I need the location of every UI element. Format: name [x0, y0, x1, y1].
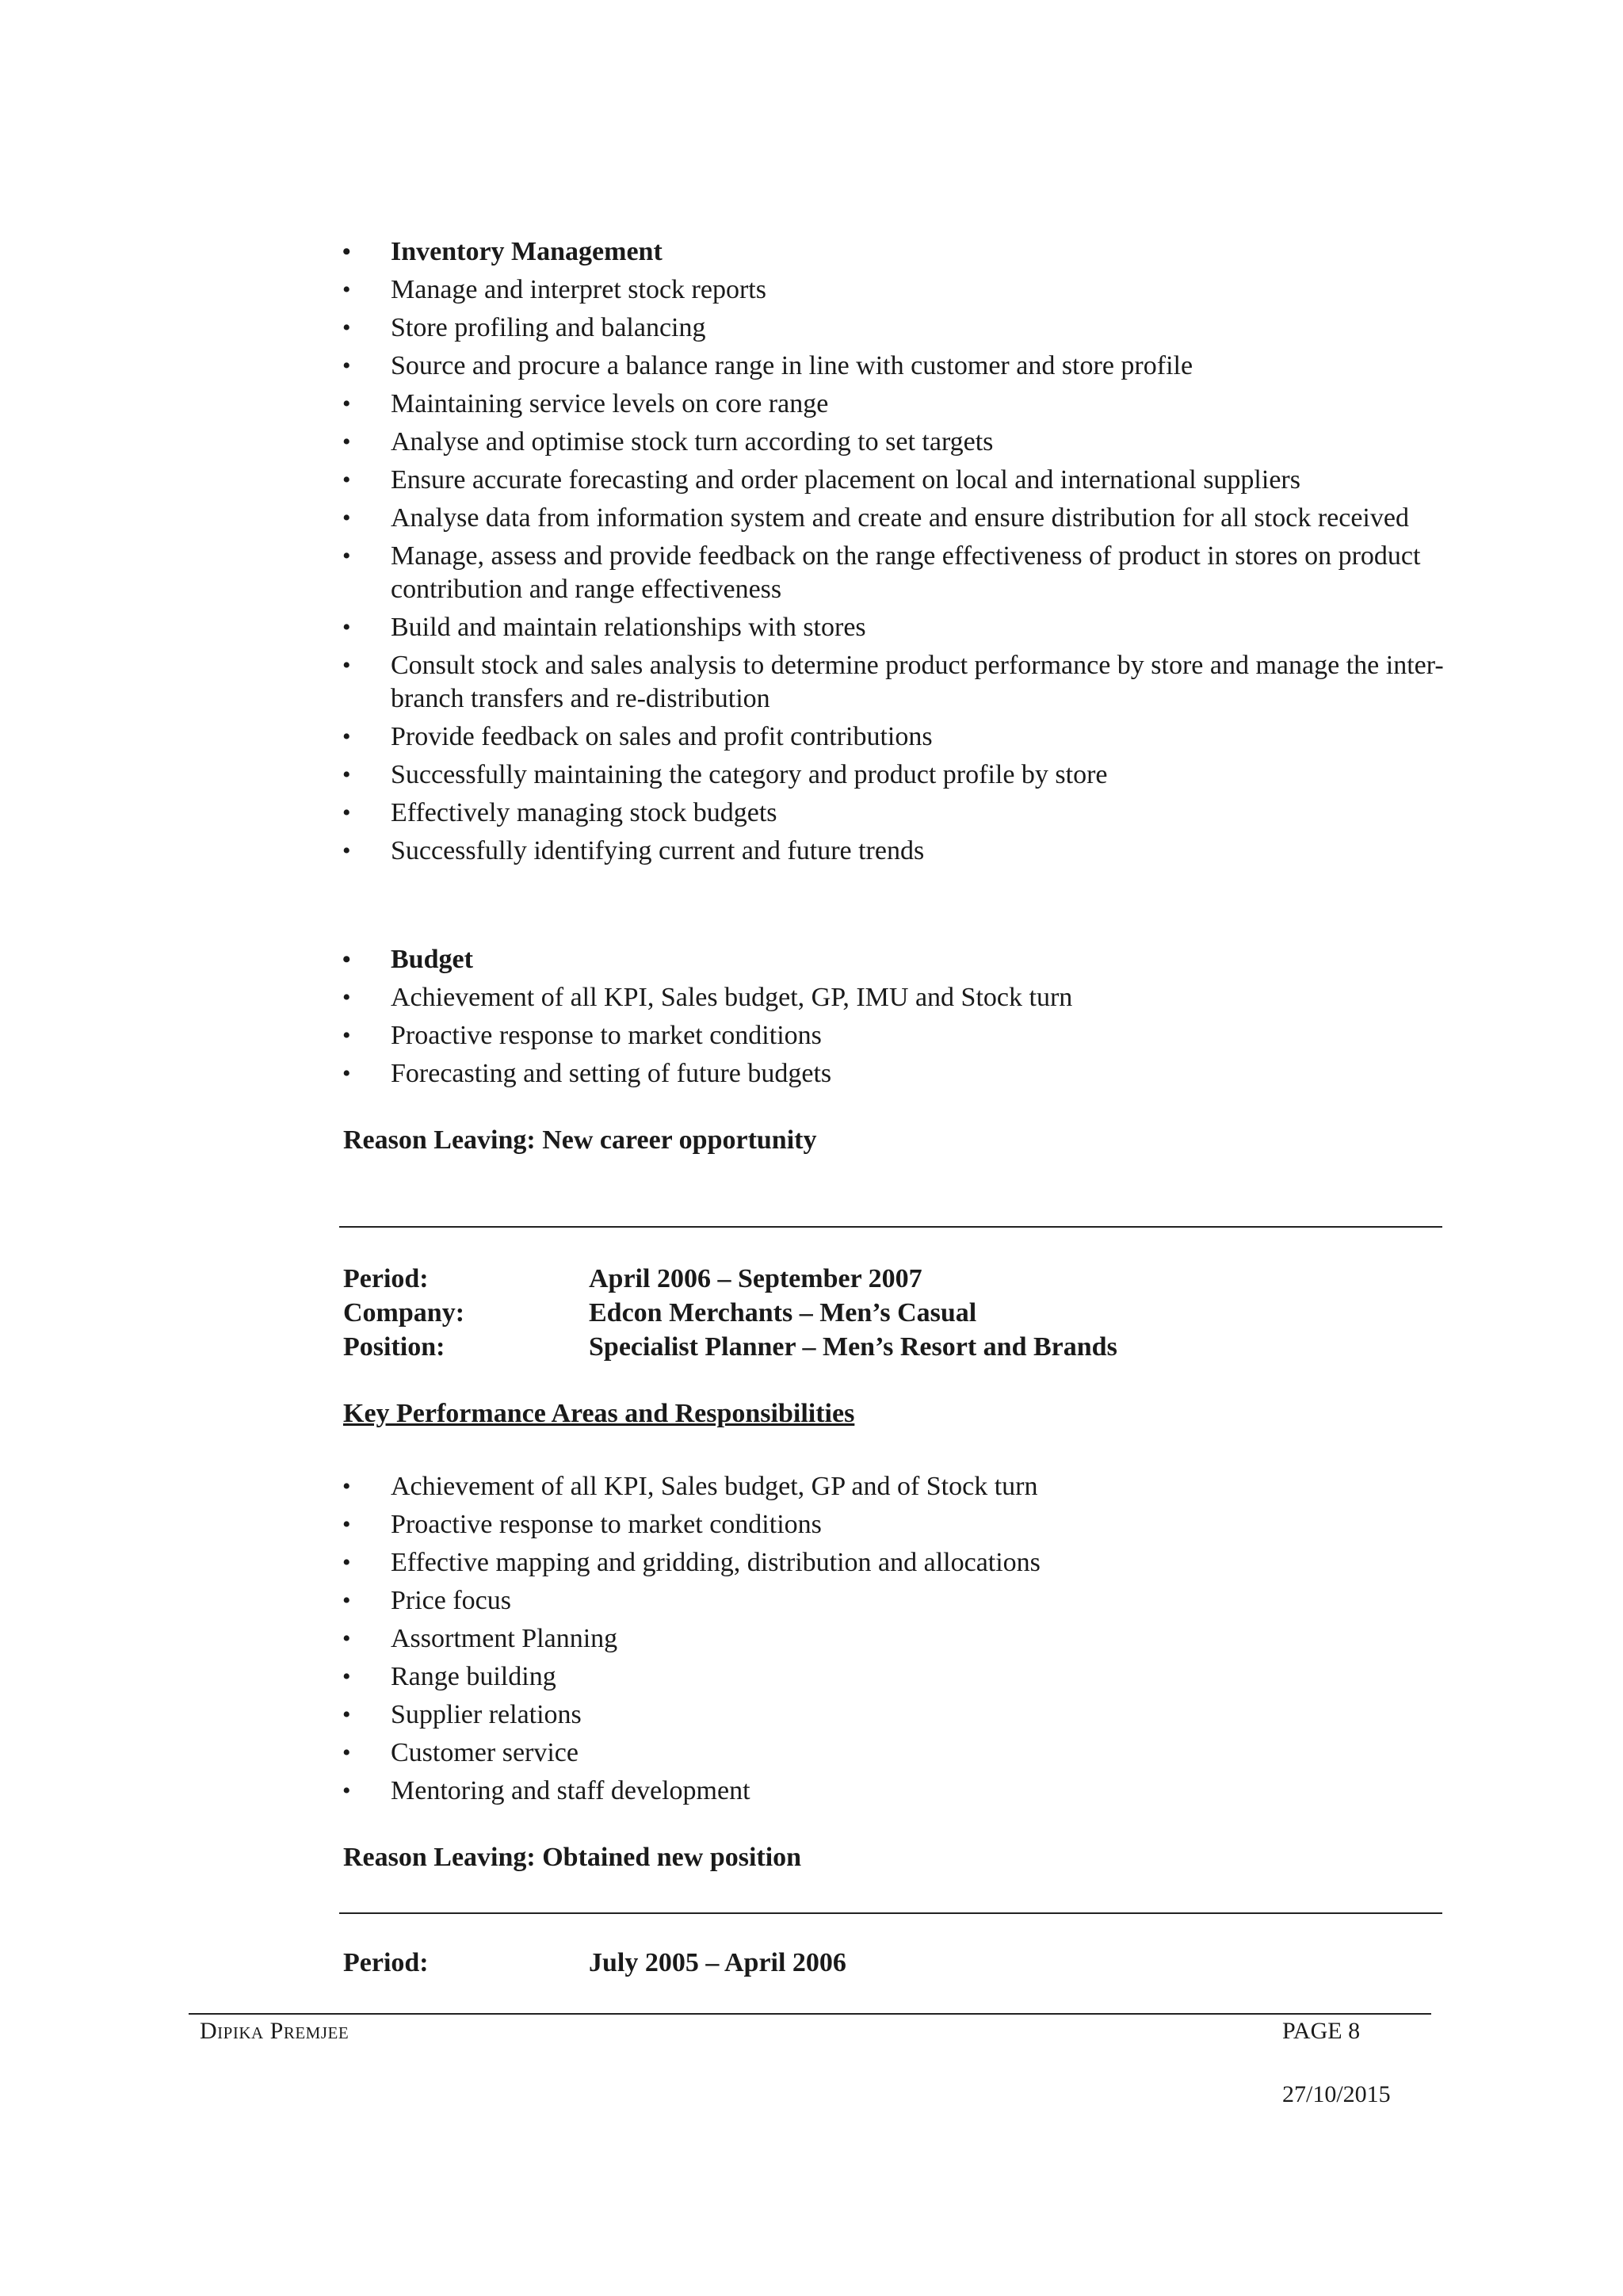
list-item-text: Effectively managing stock budgets	[391, 798, 777, 827]
list-item-text: Proactive response to market conditions	[391, 1510, 822, 1539]
list-item: • Mentoring and staff development	[342, 1776, 750, 1805]
footer-author-name: Dipika Premjee	[200, 2018, 349, 2044]
divider	[339, 1912, 1442, 1914]
position-row	[343, 1330, 1117, 1364]
list-item: • Forecasting and setting of future budgets	[342, 1059, 832, 1088]
job-details-2	[343, 1946, 846, 1980]
list-item-text: Assortment Planning	[391, 1624, 618, 1653]
list-item: • Successfully maintaining the category and product profile by store	[342, 760, 1108, 789]
company-value: Edcon Merchants – Men’s Casual	[589, 1298, 977, 1328]
divider	[339, 1226, 1442, 1228]
inventory-list	[341, 235, 1450, 868]
list-item: • Effectively managing stock budgets	[342, 798, 777, 827]
list-item-text: Successfully identifying current and future trends	[391, 836, 925, 865]
budget-heading: Budget	[391, 945, 473, 974]
list-item: • Assortment Planning	[342, 1624, 618, 1653]
kpa-section	[341, 1470, 1450, 1813]
list-item: • Supplier relations	[342, 1700, 582, 1729]
list-item: • Build and maintain relationships with stores	[342, 613, 866, 642]
list-item: • Effective mapping and gridding, distribution and allocations	[342, 1548, 1041, 1577]
list-item-text: Price focus	[391, 1586, 512, 1615]
list-item-text: Maintaining service levels on core range	[391, 389, 829, 418]
list-item-text: Source and procure a balance range in line with customer and store profile	[391, 351, 1193, 380]
list-item: • Successfully identifying current and future trends	[342, 836, 925, 865]
list-item: • Range building	[342, 1662, 556, 1691]
list-item-text: Mentoring and staff development	[391, 1776, 750, 1805]
list-item-text: Effective mapping and gridding, distribution and allocations	[391, 1548, 1041, 1577]
list-item: • Price focus	[342, 1586, 512, 1615]
list-item-text: Consult stock and sales analysis to determine product performance by store and manage the inter-branch transfers and re-distribution	[391, 651, 1444, 713]
period-value: July 2005 – April 2006	[589, 1948, 846, 1977]
job-details-1	[343, 1262, 1117, 1364]
list-item: • Store profiling and balancing	[342, 313, 706, 342]
list-item-text: Build and maintain relationships with stores	[391, 613, 866, 642]
budget-section	[341, 943, 1450, 1095]
list-item: • Customer service	[342, 1738, 579, 1767]
list-item: • Manage, assess and provide feedback on the range effectiveness of product in stores on product contribution and range effectiveness	[342, 541, 1421, 604]
list-item: • Manage and interpret stock reports	[342, 275, 766, 304]
company-label: Company:	[343, 1298, 465, 1328]
list-item-text: Successfully maintaining the category and product profile by store	[391, 760, 1108, 789]
period-label: Period:	[343, 1948, 429, 1977]
footer-rule	[189, 2013, 1431, 2015]
list-item: • Analyse data from information system and create and ensure distribution for all stock received	[342, 503, 1409, 533]
list-item: • Proactive response to market conditions	[342, 1021, 822, 1050]
list-item-text: Store profiling and balancing	[391, 313, 706, 342]
position-label: Position:	[343, 1332, 445, 1362]
list-item-text: Manage, assess and provide feedback on the range effectiveness of product in stores on product contribution and range effectiveness	[391, 541, 1421, 604]
list-item: • Achievement of all KPI, Sales budget, GP, IMU and Stock turn	[342, 983, 1073, 1012]
list-item: • Analyse and optimise stock turn according to set targets	[342, 427, 994, 457]
list-item: • Budget	[342, 945, 473, 974]
list-item: • Achievement of all KPI, Sales budget, GP and of Stock turn	[342, 1472, 1038, 1501]
kpa-heading: Key Performance Areas and Responsibilities	[343, 1399, 855, 1428]
list-item: • Ensure accurate forecasting and order placement on local and international suppliers	[342, 465, 1300, 495]
list-item-text: Customer service	[391, 1738, 579, 1767]
list-item-text: Achievement of all KPI, Sales budget, GP and of Stock turn	[391, 1472, 1038, 1501]
kpa-list	[341, 1470, 1450, 1808]
list-item: • Provide feedback on sales and profit contributions	[342, 722, 933, 751]
list-item: • Consult stock and sales analysis to determine product performance by store and manage the inter-branch transfers and re-distribution	[342, 651, 1444, 713]
reason-leaving-2: Reason Leaving: Obtained new position	[343, 1843, 802, 1872]
list-item: • Proactive response to market conditions	[342, 1510, 822, 1539]
list-item-text: Ensure accurate forecasting and order placement on local and international suppliers	[391, 465, 1300, 495]
list-item: • Source and procure a balance range in line with customer and store profile	[342, 351, 1193, 380]
budget-list	[341, 943, 1450, 1091]
period-label: Period:	[343, 1264, 429, 1293]
list-item-text: Analyse and optimise stock turn according to set targets	[391, 427, 994, 457]
list-item-text: Proactive response to market conditions	[391, 1021, 822, 1050]
period-row	[343, 1946, 846, 1980]
footer-date: 27/10/2015	[1282, 2081, 1391, 2107]
list-item: • Inventory Management	[342, 237, 663, 266]
list-item-text: Forecasting and setting of future budgets	[391, 1059, 832, 1088]
period-value: April 2006 – September 2007	[589, 1264, 922, 1293]
position-value: Specialist Planner – Men’s Resort and Brands	[589, 1332, 1117, 1362]
list-item: • Maintaining service levels on core range	[342, 389, 829, 418]
list-item-text: Analyse data from information system and create and ensure distribution for all stock received	[391, 503, 1409, 533]
list-item-text: Supplier relations	[391, 1700, 582, 1729]
reason-leaving-1: Reason Leaving: New career opportunity	[343, 1125, 817, 1155]
list-item-text: Manage and interpret stock reports	[391, 275, 766, 304]
list-item-text: Provide feedback on sales and profit contributions	[391, 722, 933, 751]
inventory-section	[341, 235, 1450, 873]
period-row	[343, 1262, 1117, 1296]
inventory-heading: Inventory Management	[391, 237, 663, 266]
footer-page-number: PAGE 8	[1282, 2018, 1361, 2044]
list-item-text: Range building	[391, 1662, 556, 1691]
list-item-text: Achievement of all KPI, Sales budget, GP, IMU and Stock turn	[391, 983, 1073, 1012]
company-row	[343, 1296, 1117, 1330]
